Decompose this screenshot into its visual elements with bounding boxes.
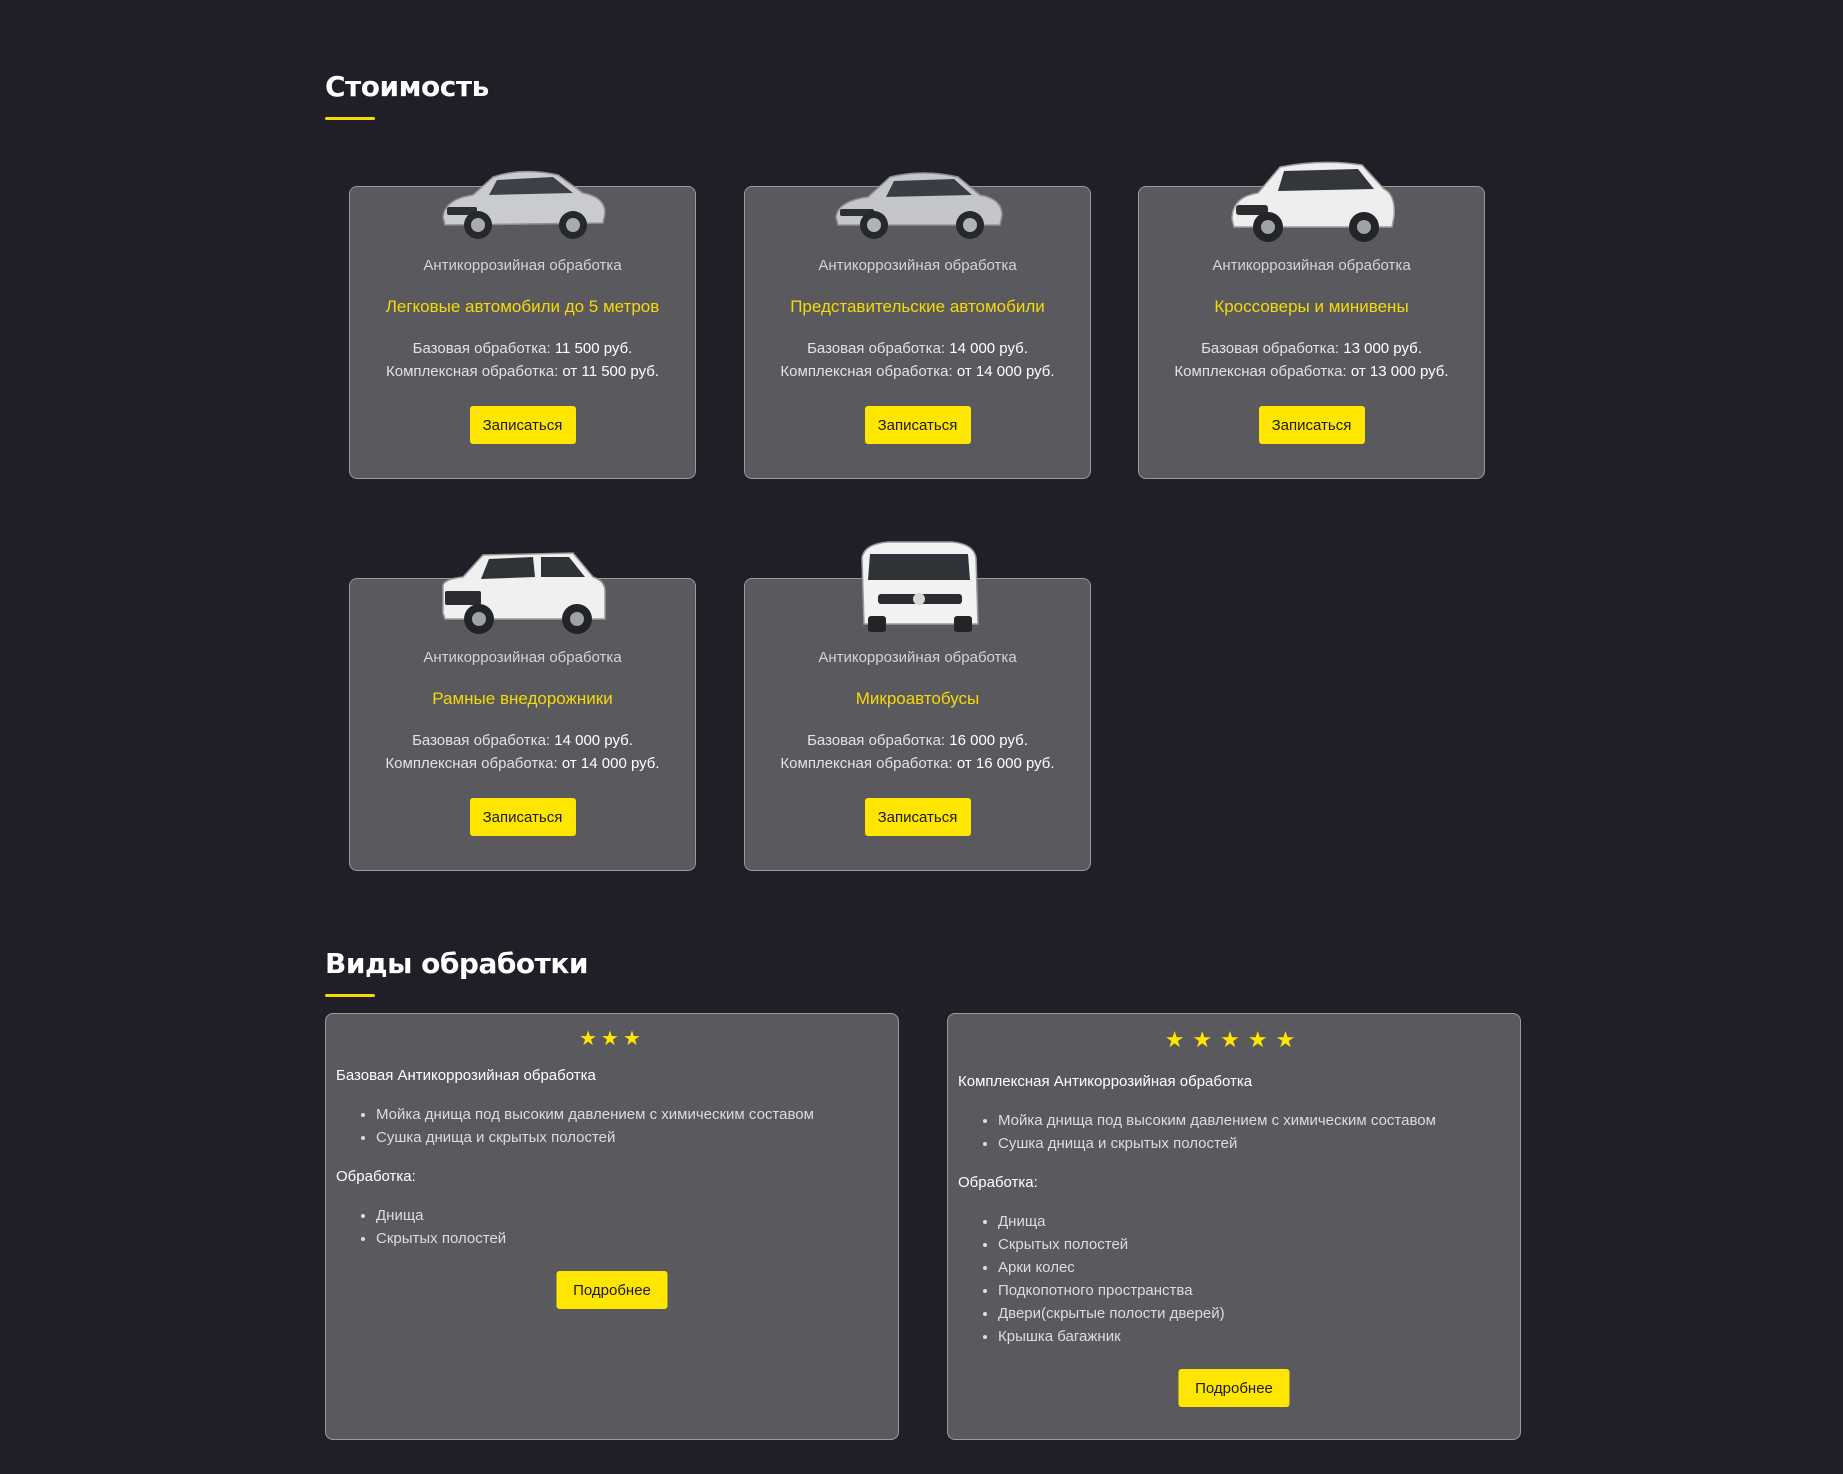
complex-price-value: от 14 000 руб. <box>561 755 660 772</box>
complex-price-row <box>1139 363 1484 380</box>
list-item: • Сушка днища и скрытых полостей <box>998 1132 1436 1155</box>
rating-stars-icon: ★★★ <box>579 1028 645 1050</box>
price-card-crossover <box>1138 186 1485 479</box>
list-item: • Скрытых полостей <box>998 1233 1225 1256</box>
list-item: • Сушка днища и скрытых полостей <box>376 1126 814 1149</box>
complex-price-value: от 14 000 руб. <box>956 363 1055 380</box>
card-kind-label: Антикоррозийная обработка <box>423 649 622 666</box>
signup-button[interactable]: Записаться <box>865 406 971 444</box>
treatment-label: Обработка: <box>958 1174 1038 1191</box>
card-kind-label: Антикоррозийная обработка <box>1212 257 1411 274</box>
list-item: • Мойка днища под высоким давлением с химическим составом <box>998 1109 1436 1132</box>
details-button[interactable]: Подробнее <box>557 1271 668 1309</box>
rating-stars-icon: ★★★★★ <box>1164 1027 1304 1052</box>
treatment-label: Обработка: <box>336 1168 416 1185</box>
base-price-row <box>745 340 1090 357</box>
treatment-list <box>336 1204 506 1250</box>
pricing-title-underline <box>325 117 375 120</box>
complex-price-label: Комплексная обработка: <box>780 755 953 772</box>
base-price-label: Базовая обработка: <box>412 340 551 357</box>
price-card-sedan <box>349 186 696 479</box>
base-price-value: 14 000 руб. <box>554 732 633 749</box>
base-price-row <box>350 732 695 749</box>
base-price-value: 14 000 руб. <box>949 340 1028 357</box>
type-card-complex <box>947 1013 1521 1440</box>
signup-button[interactable]: Записаться <box>1259 406 1365 444</box>
complex-price-label: Комплексная обработка: <box>780 363 953 380</box>
list-item: • Крышка багажник <box>998 1325 1225 1348</box>
base-price-label: Базовая обработка: <box>807 732 946 749</box>
price-card-executive <box>744 186 1091 479</box>
pricing-title: Стоимость <box>325 70 489 103</box>
card-title: Легковые автомобили до 5 метров <box>385 297 660 316</box>
card-kind-label: Антикоррозийная обработка <box>818 649 1017 666</box>
suv-car-icon <box>433 539 613 639</box>
base-price-row <box>1139 340 1484 357</box>
types-title: Виды обработки <box>325 947 589 980</box>
base-price-label: Базовая обработка: <box>412 732 551 749</box>
complex-price-value: от 11 500 руб. <box>562 363 660 380</box>
base-price-label: Базовая обработка: <box>807 340 946 357</box>
price-card-minibus <box>744 578 1091 871</box>
card-title: Представительские автомобили <box>790 297 1045 316</box>
complex-price-row <box>745 363 1090 380</box>
base-price-value: 13 000 руб. <box>1343 340 1422 357</box>
executive-sedan-icon <box>828 147 1008 247</box>
complex-price-label: Комплексная обработка: <box>385 363 559 380</box>
card-kind-label: Антикоррозийная обработка <box>818 257 1017 274</box>
base-price-row <box>350 340 695 357</box>
complex-price-label: Комплексная обработка: <box>1174 363 1347 380</box>
base-price-row <box>745 732 1090 749</box>
procedure-list <box>958 1109 1436 1155</box>
list-item: • Мойка днища под высоким давлением с химическим составом <box>376 1103 814 1126</box>
card-kind-label: Антикоррозийная обработка <box>423 257 622 274</box>
price-card-suv <box>349 578 696 871</box>
base-price-value: 11 500 руб. <box>554 340 633 357</box>
signup-button[interactable]: Записаться <box>470 798 576 836</box>
list-item: • Днища <box>998 1210 1225 1233</box>
signup-button[interactable]: Записаться <box>865 798 971 836</box>
treatment-list <box>958 1210 1225 1348</box>
list-item: • Арки колес <box>998 1256 1225 1279</box>
minibus-icon <box>828 533 1008 639</box>
complex-price-row <box>745 755 1090 772</box>
complex-price-row <box>350 755 695 772</box>
list-item: • Скрытых полостей <box>376 1227 506 1250</box>
card-title: Рамные внедорожники <box>432 689 613 708</box>
types-title-underline <box>325 994 375 997</box>
list-item: • Днища <box>376 1204 506 1227</box>
base-price-label: Базовая обработка: <box>1201 340 1340 357</box>
list-item: • Подкопотного пространства <box>998 1279 1225 1302</box>
complex-price-label: Комплексная обработка: <box>385 755 558 772</box>
sedan-car-icon <box>433 147 613 247</box>
list-item: • Двери(скрытые полости дверей) <box>998 1302 1225 1325</box>
crossover-car-icon <box>1222 147 1402 247</box>
complex-price-value: от 16 000 руб. <box>956 755 1055 772</box>
type-title: Комплексная Антикоррозийная обработка <box>958 1073 1253 1090</box>
details-button[interactable]: Подробнее <box>1179 1369 1290 1407</box>
complex-price-value: от 13 000 руб. <box>1350 363 1449 380</box>
procedure-list <box>336 1103 814 1149</box>
type-title: Базовая Антикоррозийная обработка <box>336 1067 596 1084</box>
base-price-value: 16 000 руб. <box>949 732 1028 749</box>
complex-price-row <box>350 363 695 380</box>
card-title: Кроссоверы и минивены <box>1214 297 1409 316</box>
signup-button[interactable]: Записаться <box>470 406 576 444</box>
card-title: Микроавтобусы <box>855 689 980 708</box>
type-card-basic <box>325 1013 899 1440</box>
